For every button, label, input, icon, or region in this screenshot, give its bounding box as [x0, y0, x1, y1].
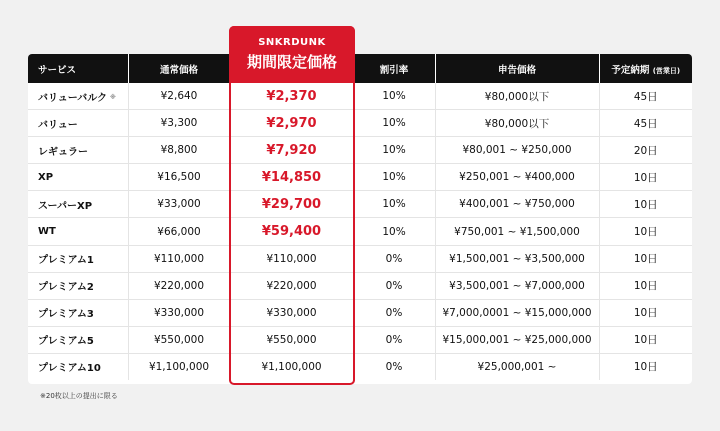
table-row — [28, 191, 692, 218]
table-row — [28, 353, 692, 380]
delivery-days-cell-text: 10日 — [633, 307, 658, 320]
declared-value-cell — [435, 245, 599, 272]
service-cell — [28, 272, 128, 299]
discount-rate-cell — [353, 137, 435, 164]
delivery-days-cell — [599, 164, 692, 191]
declared-value-cell-text: ¥80,000以下 — [484, 90, 550, 103]
regular-price-cell — [128, 299, 230, 326]
table-row — [28, 137, 692, 164]
regular-price-cell-text: ¥220,000 — [153, 279, 205, 292]
table-row — [28, 299, 692, 326]
header-regular-price: 通常価格 — [128, 54, 230, 83]
regular-price-cell — [128, 110, 230, 137]
regular-price-cell-text: ¥110,000 — [153, 252, 205, 265]
discount-rate-cell-text: 0% — [385, 360, 403, 373]
delivery-days-cell-text: 10日 — [633, 280, 658, 293]
delivery-days-cell — [599, 272, 692, 299]
declared-value-cell — [435, 137, 599, 164]
table-header-row — [28, 54, 692, 83]
delivery-days-cell — [599, 353, 692, 380]
service-cell-text: プレミアム3 — [38, 309, 94, 321]
footnote-mark: ※ — [110, 94, 116, 102]
promo-price-cell-text: ¥330,000 — [266, 306, 317, 319]
service-cell-text: レギュラー — [38, 146, 88, 158]
discount-rate-cell — [353, 83, 435, 110]
discount-rate-cell-text: 0% — [385, 333, 403, 346]
declared-value-cell-text: ¥15,000,001 ~ ¥25,000,000 — [442, 333, 592, 346]
promo-price-cell — [230, 110, 353, 137]
header-discount-rate: 割引率 — [353, 54, 435, 83]
declared-value-cell — [435, 326, 599, 353]
discount-rate-cell — [353, 272, 435, 299]
promo-price-cell-text: ¥14,850 — [261, 169, 322, 185]
discount-rate-cell — [353, 191, 435, 218]
promo-price-cell-text: ¥110,000 — [266, 252, 317, 265]
price-table — [28, 54, 692, 380]
delivery-days-cell-text: 10日 — [633, 334, 658, 347]
declared-value-cell — [435, 218, 599, 245]
delivery-days-cell — [599, 191, 692, 218]
regular-price-cell-text: ¥1,100,000 — [148, 360, 210, 373]
table-row — [28, 164, 692, 191]
service-cell — [28, 218, 128, 245]
promo-header — [229, 26, 355, 83]
header-delivery-note: (営業日) — [652, 66, 681, 75]
discount-rate-cell-text: 10% — [382, 171, 406, 184]
regular-price-cell — [128, 272, 230, 299]
discount-rate-cell — [353, 218, 435, 245]
service-cell-text: バリューバルク — [38, 92, 107, 104]
footnote: ※20枚以上の提出に限る — [40, 392, 118, 400]
service-cell-text: XP — [38, 171, 54, 183]
discount-rate-cell — [353, 110, 435, 137]
service-cell — [28, 110, 128, 137]
service-cell-text: プレミアム1 — [38, 255, 94, 267]
discount-rate-cell-text: 10% — [382, 117, 406, 130]
discount-rate-cell-text: 0% — [385, 306, 403, 319]
discount-rate-cell-text: 0% — [385, 279, 403, 292]
promo-price-cell-text: ¥1,100,000 — [261, 360, 322, 373]
promo-price-cell — [230, 245, 353, 272]
table-row — [28, 272, 692, 299]
declared-value-cell-text: ¥1,500,001 ~ ¥3,500,000 — [449, 252, 585, 265]
delivery-days-cell — [599, 218, 692, 245]
discount-rate-cell — [353, 245, 435, 272]
header-delivery — [599, 54, 692, 83]
declared-value-cell-text: ¥25,000,001 ~ — [477, 360, 557, 373]
regular-price-cell-text: ¥33,000 — [157, 198, 201, 211]
regular-price-cell — [128, 218, 230, 245]
declared-value-cell-text: ¥750,001 ~ ¥1,500,000 — [454, 225, 580, 238]
delivery-days-cell-text: 20日 — [633, 144, 658, 157]
declared-value-cell — [435, 299, 599, 326]
table-row — [28, 245, 692, 272]
regular-price-cell-text: ¥330,000 — [153, 306, 205, 319]
service-cell — [28, 83, 128, 110]
discount-rate-cell-text: 10% — [382, 198, 406, 211]
discount-rate-cell — [353, 299, 435, 326]
promo-price-cell — [230, 353, 353, 380]
promo-price-cell — [230, 164, 353, 191]
delivery-days-cell — [599, 83, 692, 110]
header-service: サービス — [28, 54, 128, 83]
declared-value-cell-text: ¥7,000,0001 ~ ¥15,000,000 — [442, 306, 592, 319]
regular-price-cell — [128, 83, 230, 110]
declared-value-cell-text: ¥400,001 ~ ¥750,000 — [459, 198, 575, 211]
declared-value-cell-text: ¥80,000以下 — [484, 117, 550, 130]
delivery-days-cell-text: 10日 — [633, 361, 658, 374]
promo-price-cell-text: ¥2,370 — [266, 88, 317, 104]
promo-price-cell — [230, 218, 353, 245]
promo-price-cell-text: ¥220,000 — [266, 279, 317, 292]
table-row — [28, 83, 692, 110]
promo-price-cell — [230, 272, 353, 299]
promo-price-cell-text: ¥2,970 — [266, 115, 317, 131]
delivery-days-cell — [599, 110, 692, 137]
service-cell-text: スーパーXP — [38, 200, 93, 212]
delivery-days-cell-text: 45日 — [633, 90, 658, 103]
table-body — [28, 83, 692, 380]
promo-price-cell-text: ¥7,920 — [266, 142, 317, 158]
regular-price-cell — [128, 326, 230, 353]
declared-value-cell — [435, 164, 599, 191]
regular-price-cell — [128, 164, 230, 191]
service-cell-text: プレミアム5 — [38, 336, 94, 348]
promo-price-cell — [230, 137, 353, 164]
regular-price-cell — [128, 353, 230, 380]
delivery-days-cell-text: 10日 — [633, 253, 658, 266]
promo-brand: SNKRDUNK — [258, 37, 326, 48]
service-cell-text: WT — [38, 226, 56, 238]
promo-price-cell-text: ¥550,000 — [266, 333, 317, 346]
declared-value-cell-text: ¥80,001 ~ ¥250,000 — [462, 144, 572, 157]
service-cell — [28, 245, 128, 272]
regular-price-cell-text: ¥550,000 — [153, 333, 205, 346]
declared-value-cell — [435, 191, 599, 218]
service-cell — [28, 137, 128, 164]
delivery-days-cell — [599, 326, 692, 353]
promo-title: 期間限定価格 — [246, 53, 337, 71]
promo-price-cell-text: ¥59,400 — [261, 224, 322, 240]
service-cell-text: プレミアム2 — [38, 282, 94, 294]
service-cell — [28, 299, 128, 326]
delivery-days-cell — [599, 299, 692, 326]
promo-price-cell — [230, 191, 353, 218]
service-cell — [28, 191, 128, 218]
header-delivery-label: 予定納期 — [611, 64, 650, 76]
service-cell — [28, 353, 128, 380]
declared-value-cell — [435, 272, 599, 299]
declared-value-cell-text: ¥250,001 ~ ¥400,000 — [459, 171, 575, 184]
regular-price-cell-text: ¥3,300 — [160, 117, 198, 130]
promo-price-cell — [230, 83, 353, 110]
service-cell — [28, 164, 128, 191]
promo-price-cell-text: ¥29,700 — [261, 196, 322, 212]
delivery-days-cell — [599, 137, 692, 164]
declared-value-cell — [435, 353, 599, 380]
declared-value-cell-text: ¥3,500,001 ~ ¥7,000,000 — [449, 279, 585, 292]
price-table-card — [28, 54, 692, 384]
delivery-days-cell-text: 10日 — [633, 198, 658, 211]
discount-rate-cell-text: 10% — [382, 225, 406, 238]
header-declared-value: 申告価格 — [435, 54, 599, 83]
delivery-days-cell-text: 10日 — [633, 171, 658, 184]
service-cell-text: バリュー — [38, 119, 78, 131]
table-row — [28, 326, 692, 353]
declared-value-cell — [435, 110, 599, 137]
discount-rate-cell — [353, 326, 435, 353]
discount-rate-cell — [353, 164, 435, 191]
discount-rate-cell-text: 10% — [382, 90, 406, 103]
regular-price-cell — [128, 137, 230, 164]
discount-rate-cell-text: 10% — [382, 144, 406, 157]
regular-price-cell-text: ¥2,640 — [160, 90, 198, 103]
regular-price-cell-text: ¥16,500 — [157, 171, 201, 184]
regular-price-cell — [128, 191, 230, 218]
regular-price-cell-text: ¥8,800 — [160, 144, 198, 157]
promo-price-cell — [230, 299, 353, 326]
service-cell — [28, 326, 128, 353]
table-row — [28, 218, 692, 245]
regular-price-cell-text: ¥66,000 — [157, 225, 201, 238]
delivery-days-cell-text: 10日 — [633, 226, 658, 239]
delivery-days-cell — [599, 245, 692, 272]
discount-rate-cell — [353, 353, 435, 380]
declared-value-cell — [435, 83, 599, 110]
table-row — [28, 110, 692, 137]
service-cell-text: プレミアム10 — [38, 363, 101, 375]
discount-rate-cell-text: 0% — [385, 252, 403, 265]
delivery-days-cell-text: 45日 — [633, 117, 658, 130]
promo-price-cell — [230, 326, 353, 353]
regular-price-cell — [128, 245, 230, 272]
